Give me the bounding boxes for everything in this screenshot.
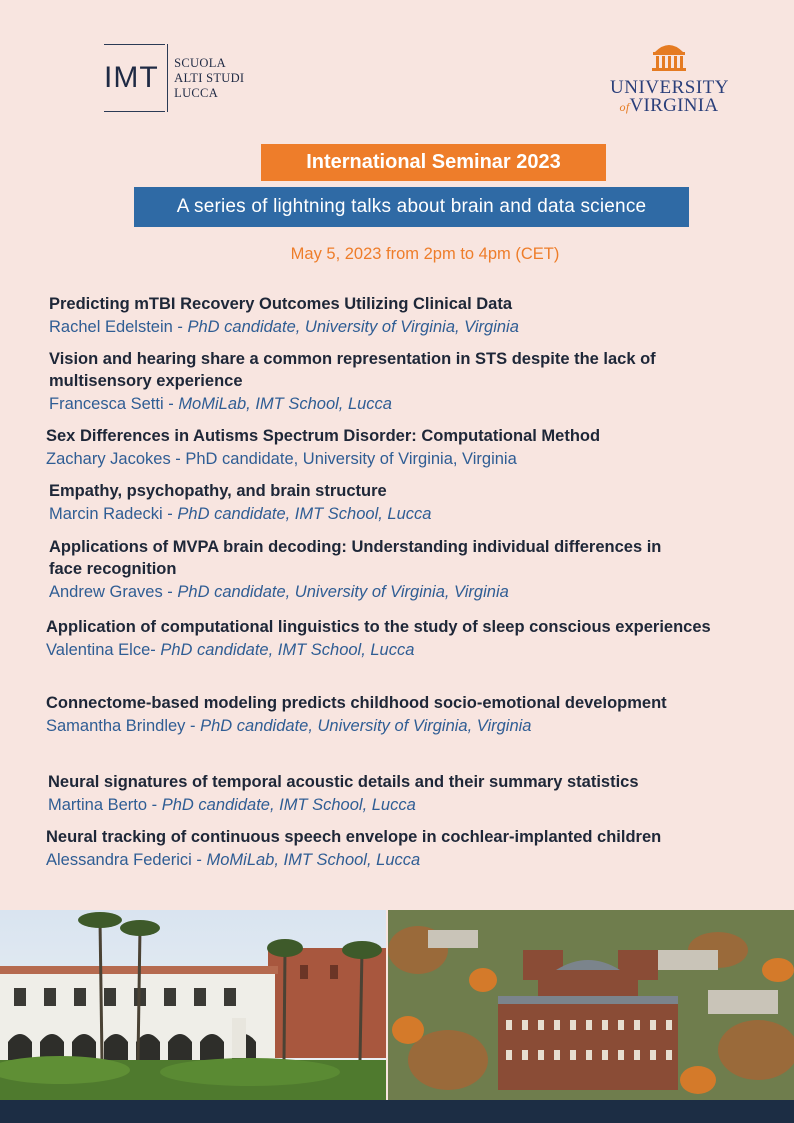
talk-speaker: Samantha Brindley - PhD candidate, University of Virginia, Virginia: [46, 717, 532, 735]
talk-speaker: Alessandra Federici - MoMiLab, IMT School, Lucca: [46, 851, 421, 869]
talk-title: Application of computational linguistics to the study of sleep conscious experiences: [46, 618, 711, 636]
talk-item: [46, 616, 736, 661]
talk-item: [48, 771, 788, 816]
talk-item: [46, 826, 791, 871]
talk-title: Neural signatures of temporal acoustic details and their summary statistics: [48, 773, 639, 791]
imt-logo-mark: IMT: [104, 44, 165, 112]
talk-item: [46, 425, 766, 470]
talk-item: [49, 536, 669, 603]
uva-logo-line1: UNIVERSITY: [610, 77, 729, 98]
campus-photos: [0, 910, 794, 1100]
imt-logo-divider: [167, 44, 169, 112]
talk-title: Sex Differences in Autisms Spectrum Disorder: Computational Method: [46, 427, 601, 445]
talk-speaker: Andrew Graves - PhD candidate, University of Virginia, Virginia: [49, 583, 509, 601]
uva-logo: [610, 38, 728, 116]
talk-speaker: Zachary Jacokes - PhD candidate, University of Virginia, Virginia: [46, 450, 517, 468]
talk-item: [49, 480, 769, 525]
seminar-subtitle: A series of lightning talks about brain and data science: [134, 187, 689, 227]
talk-speaker: Francesca Setti - MoMiLab, IMT School, Lucca: [49, 395, 392, 413]
talk-title: Empathy, psychopathy, and brain structure: [49, 482, 387, 500]
talk-title: Vision and hearing share a common representation in STS despite the lack of multisensory experience: [49, 350, 656, 390]
rotunda-icon: [649, 38, 689, 72]
talk-title: Connectome-based modeling predicts childhood socio-emotional development: [46, 694, 667, 712]
footer-bar: [0, 1100, 794, 1123]
talk-item: [49, 348, 669, 415]
imt-logo: [104, 44, 244, 112]
seminar-date: May 5, 2023 from 2pm to 4pm (CET): [290, 245, 560, 263]
talk-title: Predicting mTBI Recovery Outcomes Utilizing Clinical Data: [49, 295, 513, 313]
uva-logo-line2: ofVIRGINIA: [619, 95, 719, 116]
seminar-title: International Seminar 2023: [261, 144, 606, 181]
uva-campus-photo: [388, 910, 794, 1100]
talk-speaker: Martina Berto - PhD candidate, IMT School, Lucca: [48, 796, 416, 814]
talk-speaker: Marcin Radecki - PhD candidate, IMT School, Lucca: [49, 505, 432, 523]
imt-logo-subtitle: SCUOLA ALTI STUDI LUCCA: [174, 55, 245, 100]
talk-speaker: Valentina Elce- PhD candidate, IMT School, Lucca: [46, 641, 415, 659]
imt-cloister-photo: [0, 910, 386, 1100]
talk-item: [46, 692, 686, 737]
talk-title: Neural tracking of continuous speech envelope in cochlear-implanted children: [46, 828, 662, 846]
talk-speaker: Rachel Edelstein - PhD candidate, University of Virginia, Virginia: [49, 318, 519, 336]
talk-item: [49, 293, 769, 338]
talk-title: Applications of MVPA brain decoding: Understanding individual differences in face recognition: [49, 538, 662, 578]
